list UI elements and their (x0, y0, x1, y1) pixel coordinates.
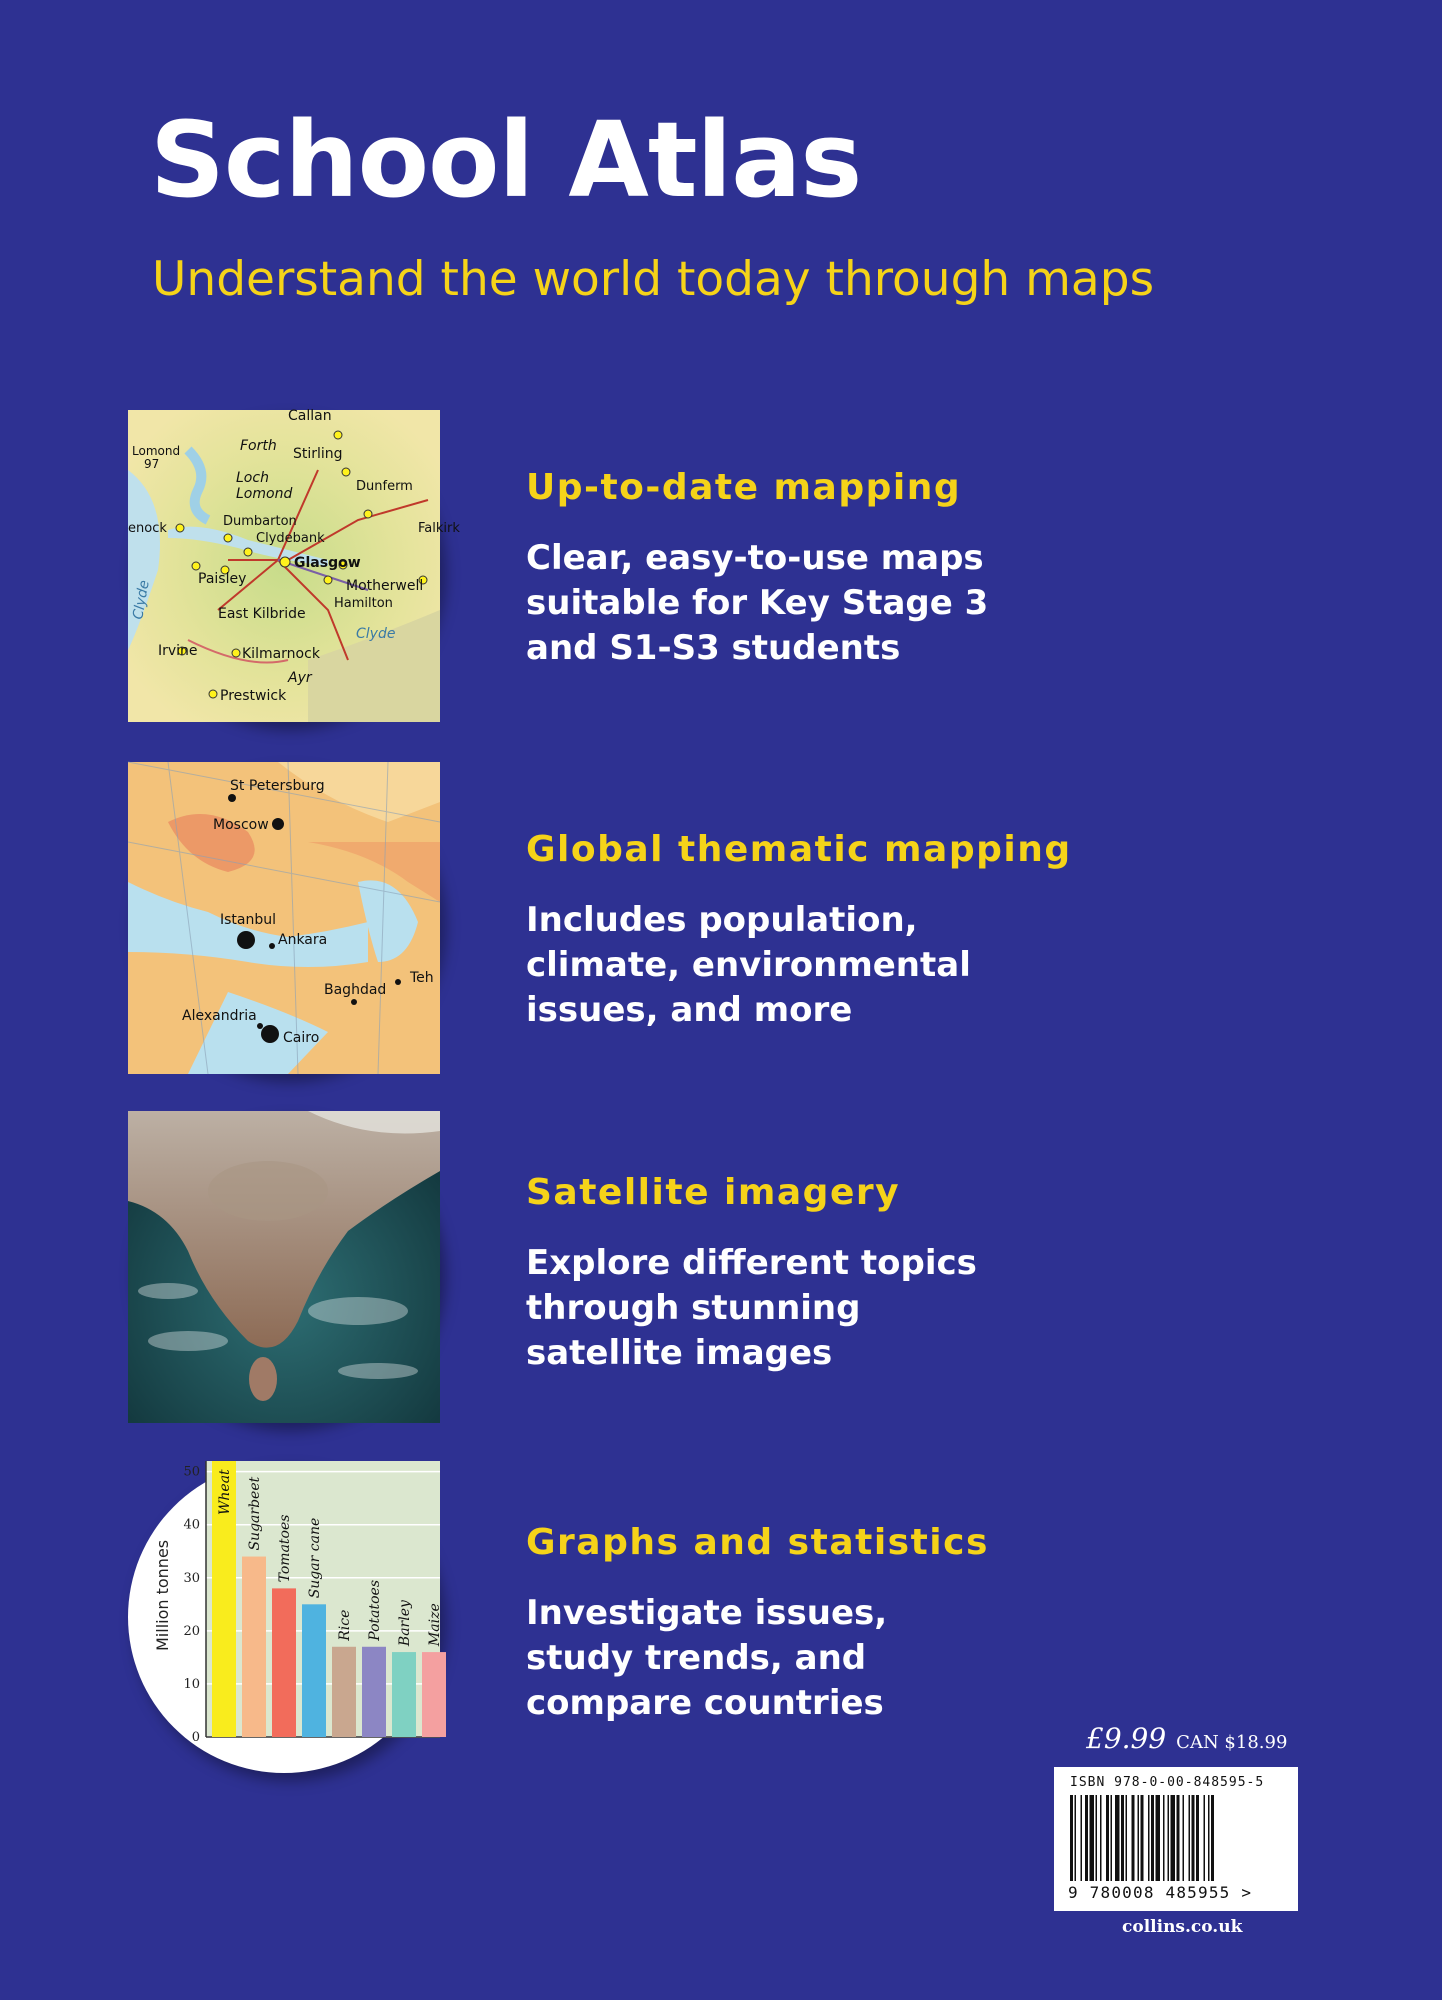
map-label: Moscow (213, 817, 269, 833)
map-label: Istanbul (220, 912, 277, 928)
feature-description: Investigate issues, study trends, and compare countries (526, 1593, 888, 1723)
feature-global-thematic (0, 762, 1442, 1082)
bar-label: Rice (337, 1609, 353, 1641)
map-label: Alexandria (182, 1008, 257, 1024)
barcode (1054, 1767, 1298, 1911)
barcode-bar (1111, 1795, 1113, 1881)
map-label: Kilmarnock (242, 646, 320, 662)
map-label: Callan (288, 408, 332, 424)
barcode-bar (1081, 1795, 1083, 1881)
map-label: Stirling (293, 446, 343, 462)
price-gbp: £9.99 (1086, 1722, 1167, 1755)
map-label: St Petersburg (230, 778, 325, 794)
price-can: CAN $18.99 (1176, 1732, 1288, 1753)
map-label: Ankara (278, 932, 328, 948)
scotland-map-image (128, 408, 460, 722)
barcode-bar (1100, 1795, 1102, 1881)
barcode-bar (1192, 1795, 1195, 1881)
y-tick-label: 50 (183, 1464, 200, 1480)
bar-potatoes (362, 1647, 386, 1737)
book-title: School Atlas (150, 99, 862, 221)
feature-description: Clear, easy-to-use maps suitable for Key Stage 3 and S1-S3 students (526, 538, 989, 668)
barcode-bar (1132, 1795, 1135, 1881)
bar-label: Barley (397, 1600, 413, 1647)
barcode-bar (1183, 1795, 1185, 1881)
feature-heading: Up-to-date mapping (526, 467, 962, 508)
bar-barley (392, 1652, 416, 1737)
map-label: Lomond (132, 444, 181, 458)
barcode-bar (1151, 1795, 1154, 1881)
bar-tomatoes (272, 1588, 296, 1737)
barcode-bar (1168, 1795, 1170, 1881)
barcode-digits: 9 780008 485955 > (1068, 1883, 1253, 1902)
map-label: East Kilbride (218, 606, 306, 622)
map-label: 97 (144, 457, 160, 471)
map-label: Dumbarton (223, 514, 297, 529)
map-label: Falkirk (418, 521, 460, 536)
barcode-bar (1138, 1795, 1140, 1881)
barcode-bar (1163, 1795, 1165, 1881)
map-label: Paisley (198, 571, 247, 587)
map-label: Motherwell (346, 578, 424, 594)
barcode-bar (1171, 1795, 1176, 1881)
bar-label: Wheat (217, 1469, 233, 1515)
bar-label: Potatoes (367, 1579, 383, 1641)
y-tick-label: 0 (191, 1730, 200, 1745)
map-label: Loch (236, 470, 269, 486)
feature-description: Includes population, climate, environmental issues, and more (526, 900, 971, 1030)
feature-satellite-imagery (0, 1111, 1442, 1431)
feature-heading: Graphs and statistics (526, 1522, 989, 1563)
bar-sugar-cane (302, 1604, 326, 1737)
feature-description: Explore different topics through stunning satellite images (526, 1243, 977, 1373)
barcode-bar (1189, 1795, 1191, 1881)
publisher-url: collins.co.uk (1122, 1917, 1243, 1937)
map-label: enock (128, 521, 167, 536)
map-label: Cairo (283, 1030, 320, 1046)
isbn-text: ISBN 978-0-00-848595-5 (1070, 1775, 1265, 1790)
barcode-bar (1121, 1795, 1124, 1881)
map-label: Baghdad (324, 982, 387, 998)
map-label: Clyde (356, 626, 396, 642)
y-axis-label: Million tonnes (153, 1539, 172, 1651)
map-label: Glasgow (294, 555, 361, 571)
bar-label: Sugarbeet (247, 1476, 263, 1551)
barcode-bar (1211, 1795, 1214, 1881)
map-label: Forth (240, 438, 277, 454)
y-tick-label: 40 (183, 1517, 200, 1533)
map-label: Dunferm (356, 479, 413, 494)
barcode-bar (1156, 1795, 1161, 1881)
y-tick-label: 30 (183, 1570, 200, 1586)
barcode-bar (1096, 1795, 1098, 1881)
bar-label: Tomatoes (277, 1514, 293, 1583)
barcode-bar (1085, 1795, 1088, 1881)
map-label: Clyde (130, 579, 153, 621)
map-label: Teh (410, 970, 434, 986)
barcode-bar (1208, 1795, 1210, 1881)
barcode-bar (1177, 1795, 1180, 1881)
bar-label: Maize (427, 1603, 443, 1647)
bar-maize (422, 1652, 446, 1737)
feature-heading: Satellite imagery (526, 1172, 901, 1213)
map-label: Irvine (158, 643, 198, 659)
barcode-bar (1148, 1795, 1150, 1881)
bar-chart (128, 1461, 443, 1773)
bar-sugarbeet (242, 1557, 266, 1737)
middle-east-map-image (128, 762, 440, 1074)
bar-label: Sugar cane (307, 1517, 323, 1599)
barcode-bar (1090, 1795, 1095, 1881)
map-label: Lomond (236, 486, 293, 502)
barcode-bar (1075, 1795, 1077, 1881)
barcode-bar (1126, 1795, 1128, 1881)
barcode-bar (1204, 1795, 1206, 1881)
map-label: Prestwick (220, 688, 287, 704)
map-label: Hamilton (334, 596, 393, 611)
barcode-bar (1106, 1795, 1109, 1881)
barcode-bar (1070, 1795, 1073, 1881)
india-satellite-image (128, 1111, 440, 1423)
feature-uptodate-mapping (0, 410, 1442, 730)
feature-heading: Global thematic mapping (526, 829, 1072, 870)
y-tick-label: 20 (183, 1623, 200, 1639)
y-tick-label: 10 (183, 1676, 200, 1692)
barcode-bar (1115, 1795, 1120, 1881)
barcode-bar (1141, 1795, 1144, 1881)
map-label: Ayr (288, 670, 312, 686)
map-label: Clydebank (256, 531, 325, 546)
book-subtitle: Understand the world today through maps (152, 252, 1155, 307)
bar-chart-image (128, 1461, 443, 1773)
barcode-bar (1196, 1795, 1199, 1881)
price (1086, 1722, 1287, 1755)
bar-rice (332, 1647, 356, 1737)
